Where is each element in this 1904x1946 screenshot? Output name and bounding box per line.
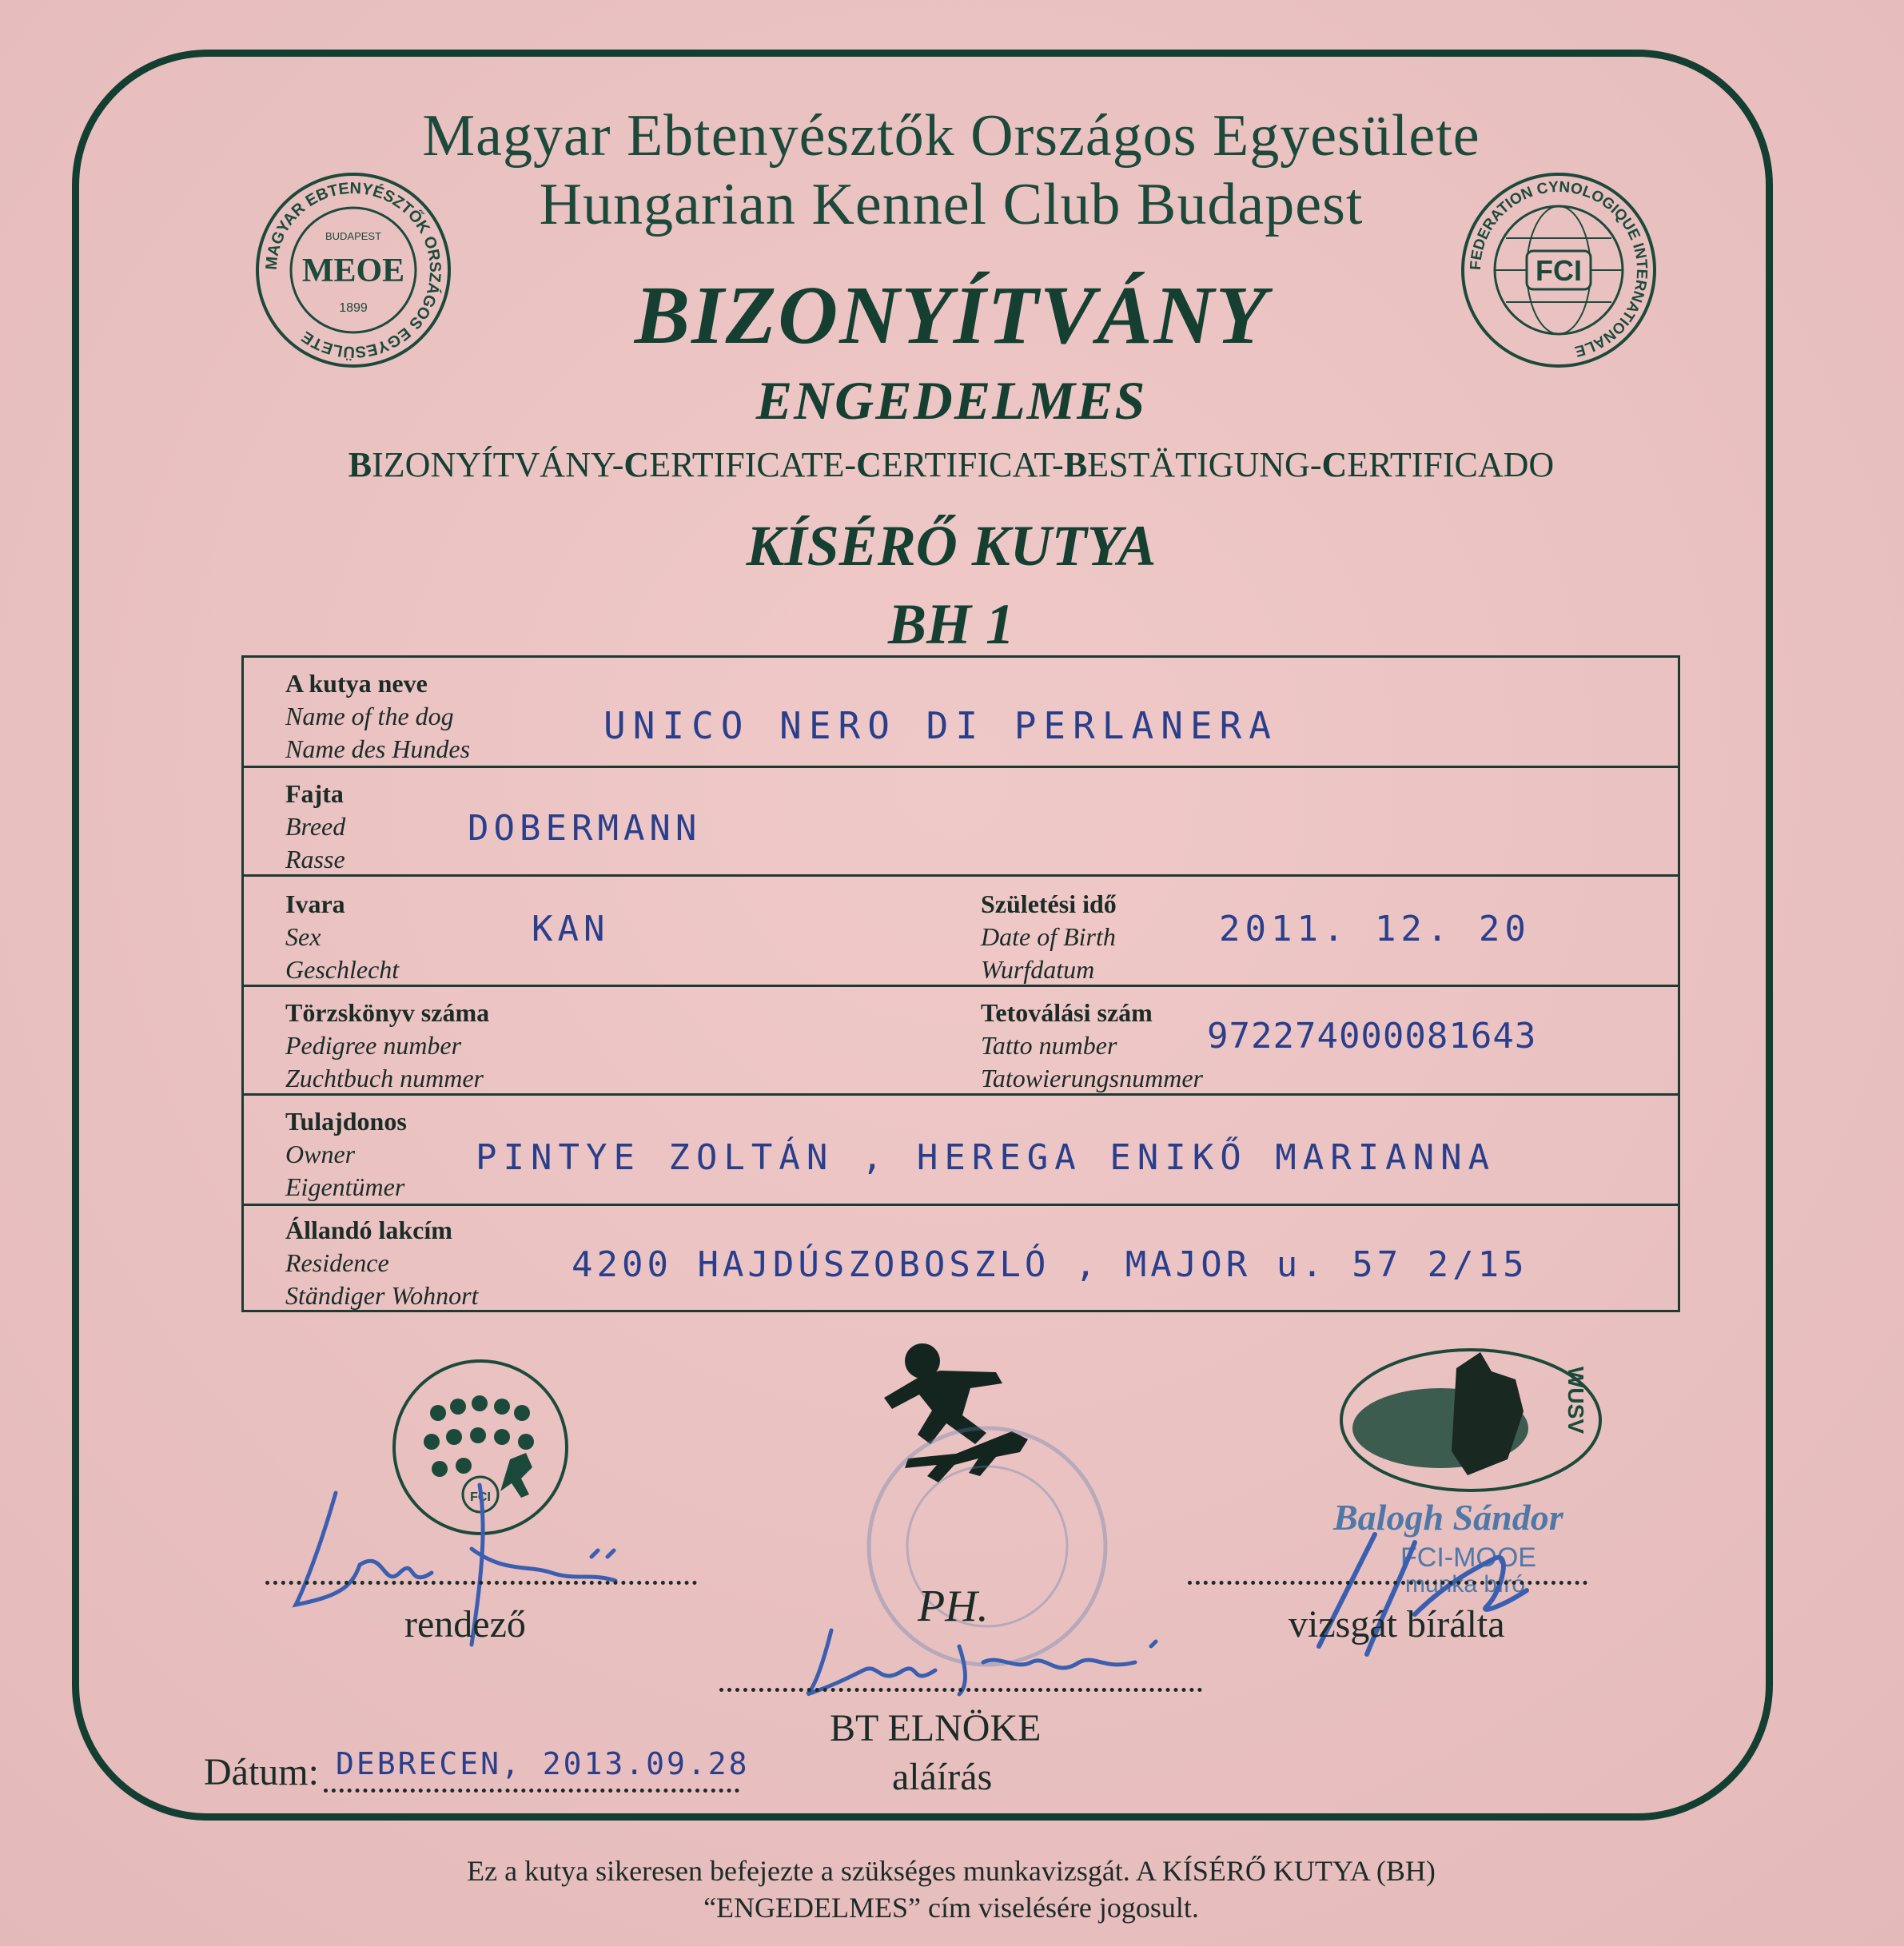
label-sex: Ivara Sex Geschlecht bbox=[285, 889, 400, 984]
label-owner: Tulajdonos Owner Eigentümer bbox=[285, 1107, 407, 1201]
footer-note bbox=[240, 1852, 1663, 1926]
row-residence bbox=[244, 1206, 1678, 1310]
wusv-stamp-icon bbox=[1336, 1344, 1605, 1496]
president-signature-line bbox=[719, 1688, 1202, 1692]
row-sex-dob bbox=[244, 877, 1678, 987]
organizer-signature-line bbox=[265, 1581, 697, 1585]
meoe-city: BUDAPEST bbox=[325, 230, 382, 242]
meoe-mark: MEOE bbox=[301, 253, 405, 289]
value-dob: 2011. 12. 20 bbox=[1219, 909, 1531, 949]
meoe-year: 1899 bbox=[339, 301, 368, 315]
cert-initial: C bbox=[1321, 445, 1348, 484]
label-tattoo: Tetoválási szám Tatto number Tatowierungsnummer bbox=[981, 998, 1203, 1092]
wusv-ring-text: WUSV bbox=[1563, 1367, 1588, 1434]
president-label: BT ELNÖKE bbox=[830, 1707, 1042, 1749]
fci-mark: FCI bbox=[1536, 254, 1582, 287]
date-label: Dátum: bbox=[204, 1751, 319, 1793]
cert-part: IZONYÍTVÁNY- bbox=[372, 445, 624, 484]
ph-label: PH. bbox=[918, 1582, 989, 1631]
value-breed: DOBERMANN bbox=[468, 808, 702, 849]
cert-part: ERTIFICAT- bbox=[881, 445, 1064, 484]
judge-signature-line bbox=[1188, 1581, 1587, 1585]
cert-initial: C bbox=[623, 445, 650, 484]
value-tattoo: 972274000081643 bbox=[1207, 1016, 1537, 1057]
footer-line-1: Ez a kutya sikeresen befejezte a szükséges munkavizsgát. A KÍSÉRŐ KUTYA (BH) bbox=[467, 1855, 1436, 1887]
value-sex: KAN bbox=[532, 909, 610, 949]
fci-ring-text: FEDERATION CYNOLOGIQUE INTERNATIONALE bbox=[1467, 178, 1651, 360]
certificate-title: BIZONYÍTVÁNY bbox=[634, 269, 1269, 361]
cert-initial: B bbox=[1063, 445, 1088, 484]
meoe-seal-icon bbox=[254, 171, 452, 369]
judge-stamp-name: Balogh Sándor bbox=[1333, 1497, 1563, 1538]
label-pedigree: Törzskönyv száma Pedigree number Zuchtbuch nummer bbox=[285, 998, 490, 1092]
cert-initial: B bbox=[348, 445, 372, 484]
exam-level: BH 1 bbox=[887, 592, 1015, 656]
cert-initial: C bbox=[856, 445, 882, 484]
president-signature-icon bbox=[799, 1622, 1167, 1714]
fci-badge-text: FCI bbox=[470, 1490, 491, 1504]
signature-label: aláírás bbox=[892, 1756, 993, 1798]
certificate-multilingual-line bbox=[208, 444, 1695, 485]
date-value: DEBRECEN, 2013.09.28 bbox=[336, 1746, 750, 1781]
label-residence: Állandó lakcím Residence Ständiger Wohnort bbox=[285, 1216, 479, 1310]
row-pedigree-tattoo bbox=[244, 987, 1678, 1096]
value-residence: 4200 HAJDÚSZOBOSZLÓ , MAJOR u. 57 2/15 bbox=[572, 1244, 1528, 1285]
footer-line-2: “ENGEDELMES” cím viselésére jogosult. bbox=[703, 1892, 1199, 1924]
row-owner bbox=[244, 1096, 1678, 1206]
row-breed bbox=[244, 768, 1678, 877]
value-owner: PINTYE ZOLTÁN , HEREGA ENIKŐ MARIANNA bbox=[476, 1137, 1496, 1178]
org-name-hungarian: Magyar Ebtenyésztők Országos Egyesülete bbox=[422, 103, 1480, 169]
cert-part: ERTIFICADO bbox=[1347, 445, 1555, 484]
date-line bbox=[324, 1789, 739, 1793]
cert-part: ERTIFICATE- bbox=[649, 445, 857, 484]
fci-seal-icon bbox=[1460, 171, 1658, 369]
judge-stamp-org: FCI-MOOE bbox=[1400, 1542, 1536, 1573]
row-dog-name bbox=[244, 658, 1678, 768]
meoe-ring-text: MAGYAR EBTENYÉSZTŐK ORSZÁGOS EGYESÜLETE bbox=[262, 179, 444, 361]
judge-label: vizsgát bírálta bbox=[1289, 1603, 1505, 1646]
organizer-label: rendező bbox=[404, 1603, 526, 1646]
label-dog-name: A kutya neve Name of the dog Name des Hundes bbox=[285, 669, 471, 763]
cert-part: ESTÄTIGUNG- bbox=[1087, 445, 1322, 484]
label-breed: Fajta Breed Rasse bbox=[285, 779, 346, 874]
label-dob: Születési idő Date of Birth Wurfdatum bbox=[981, 889, 1117, 984]
value-dog-name: UNICO NERO DI PERLANERA bbox=[603, 704, 1278, 747]
org-name-english: Hungarian Kennel Club Budapest bbox=[539, 172, 1364, 237]
exam-title: KÍSÉRŐ KUTYA bbox=[746, 514, 1157, 578]
dog-data-table bbox=[241, 655, 1680, 1312]
certificate-subtitle: ENGEDELMES bbox=[755, 370, 1147, 431]
judge-stamp-role: munka bíró bbox=[1405, 1571, 1526, 1598]
